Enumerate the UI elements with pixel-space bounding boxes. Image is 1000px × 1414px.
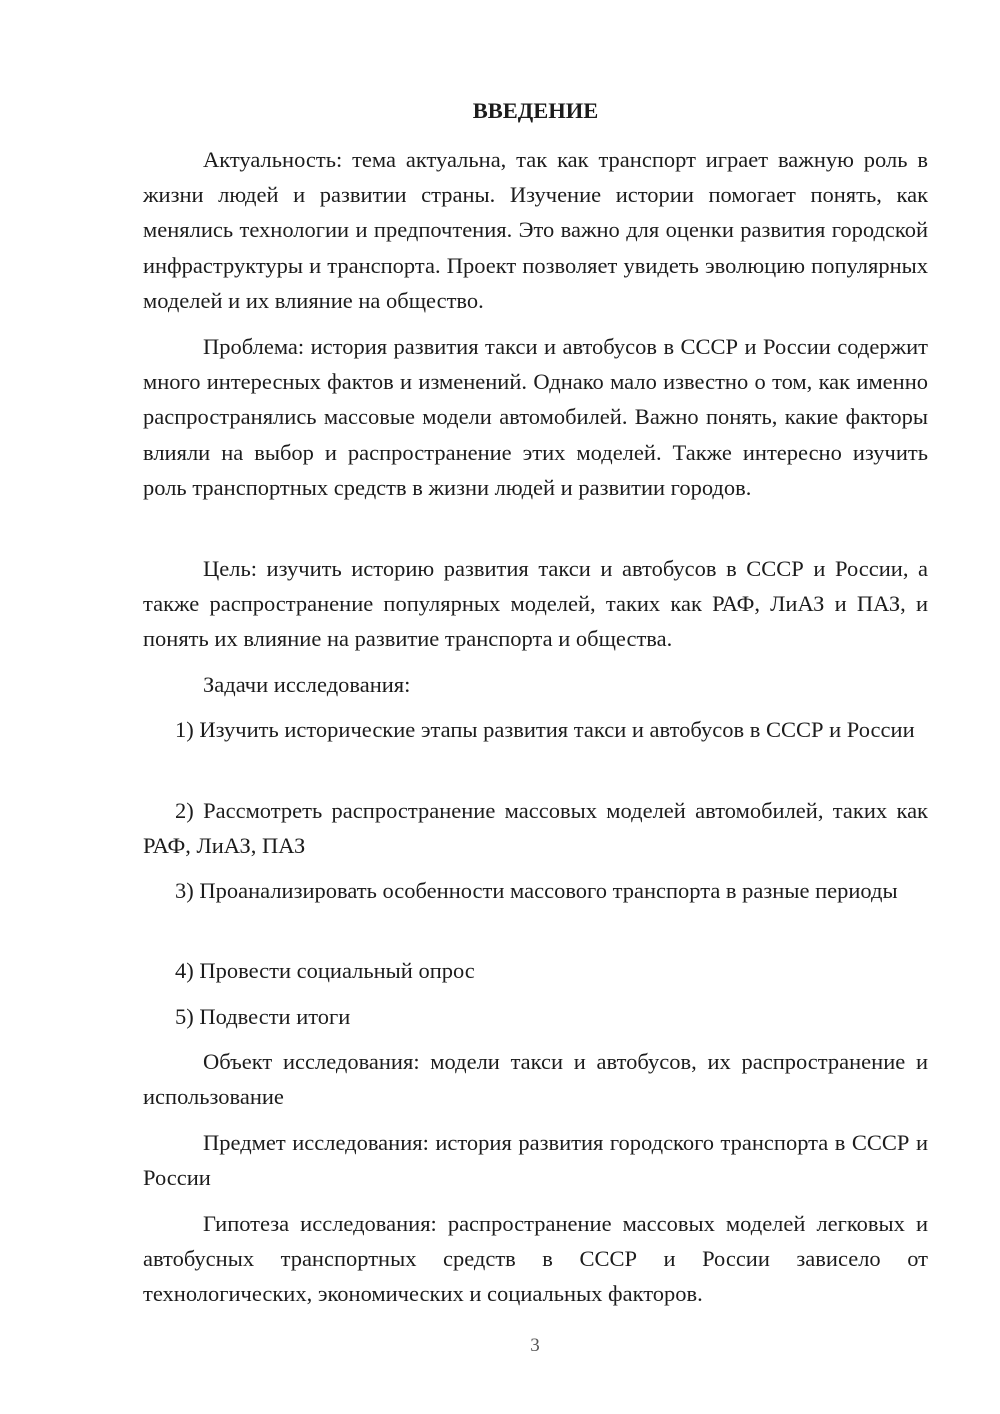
hypothesis-paragraph: Гипотеза исследования: распространение массовых моделей легковых и автобусных транспортных средств в СССР и России зависело от технологических, экономических и социальных факторов.: [143, 1211, 928, 1307]
task-item-3: 3) Проанализировать особенности массового транспорта в разные периоды: [175, 878, 898, 903]
task-item-4: 4) Провести социальный опрос: [175, 958, 475, 983]
problem-paragraph: Проблема: история развития такси и автобусов в СССР и России содержит много интересных фактов и изменений. Однако мало известно о том, как именно распространялись массовые модели автомобилей. Важно понять, какие факторы влияли на выбор и распространение этих моделей. Также интересно изучить роль транспортных средств в жизни людей и развитии городов.: [143, 334, 928, 500]
goal-paragraph: Цель: изучить историю развития такси и автобусов в СССР и России, а также распространение популярных моделей, таких как РАФ, ЛиАЗ и ПАЗ, и понять их влияние на развитие транспорта и общества.: [143, 556, 928, 652]
page-title: ВВЕДЕНИЕ: [472, 98, 599, 123]
page-number: 3: [530, 1335, 540, 1356]
task-item-2: 2) Рассмотреть распространение массовых моделей автомобилей, таких как РАФ, ЛиАЗ, ПАЗ: [143, 798, 928, 859]
task-item-5: 5) Подвести итоги: [175, 1004, 351, 1029]
subject-paragraph: Предмет исследования: история развития городского транспорта в СССР и России: [143, 1130, 928, 1191]
object-paragraph: Объект исследования: модели такси и автобусов, их распространение и использование: [143, 1049, 928, 1110]
task-item-1: 1) Изучить исторические этапы развития такси и автобусов в СССР и России: [175, 717, 915, 742]
relevance-paragraph: Актуальность: тема актуальна, так как транспорт играет важную роль в жизни людей и развитии страны. Изучение истории помогает понять, как менялись технологии и предпочтения. Это важно для оценки развития городской инфраструктуры и транспорта. Проект позволяет увидеть эволюцию популярных моделей и их влияние на общество.: [143, 147, 928, 313]
tasks-heading: Задачи исследования:: [203, 672, 411, 697]
